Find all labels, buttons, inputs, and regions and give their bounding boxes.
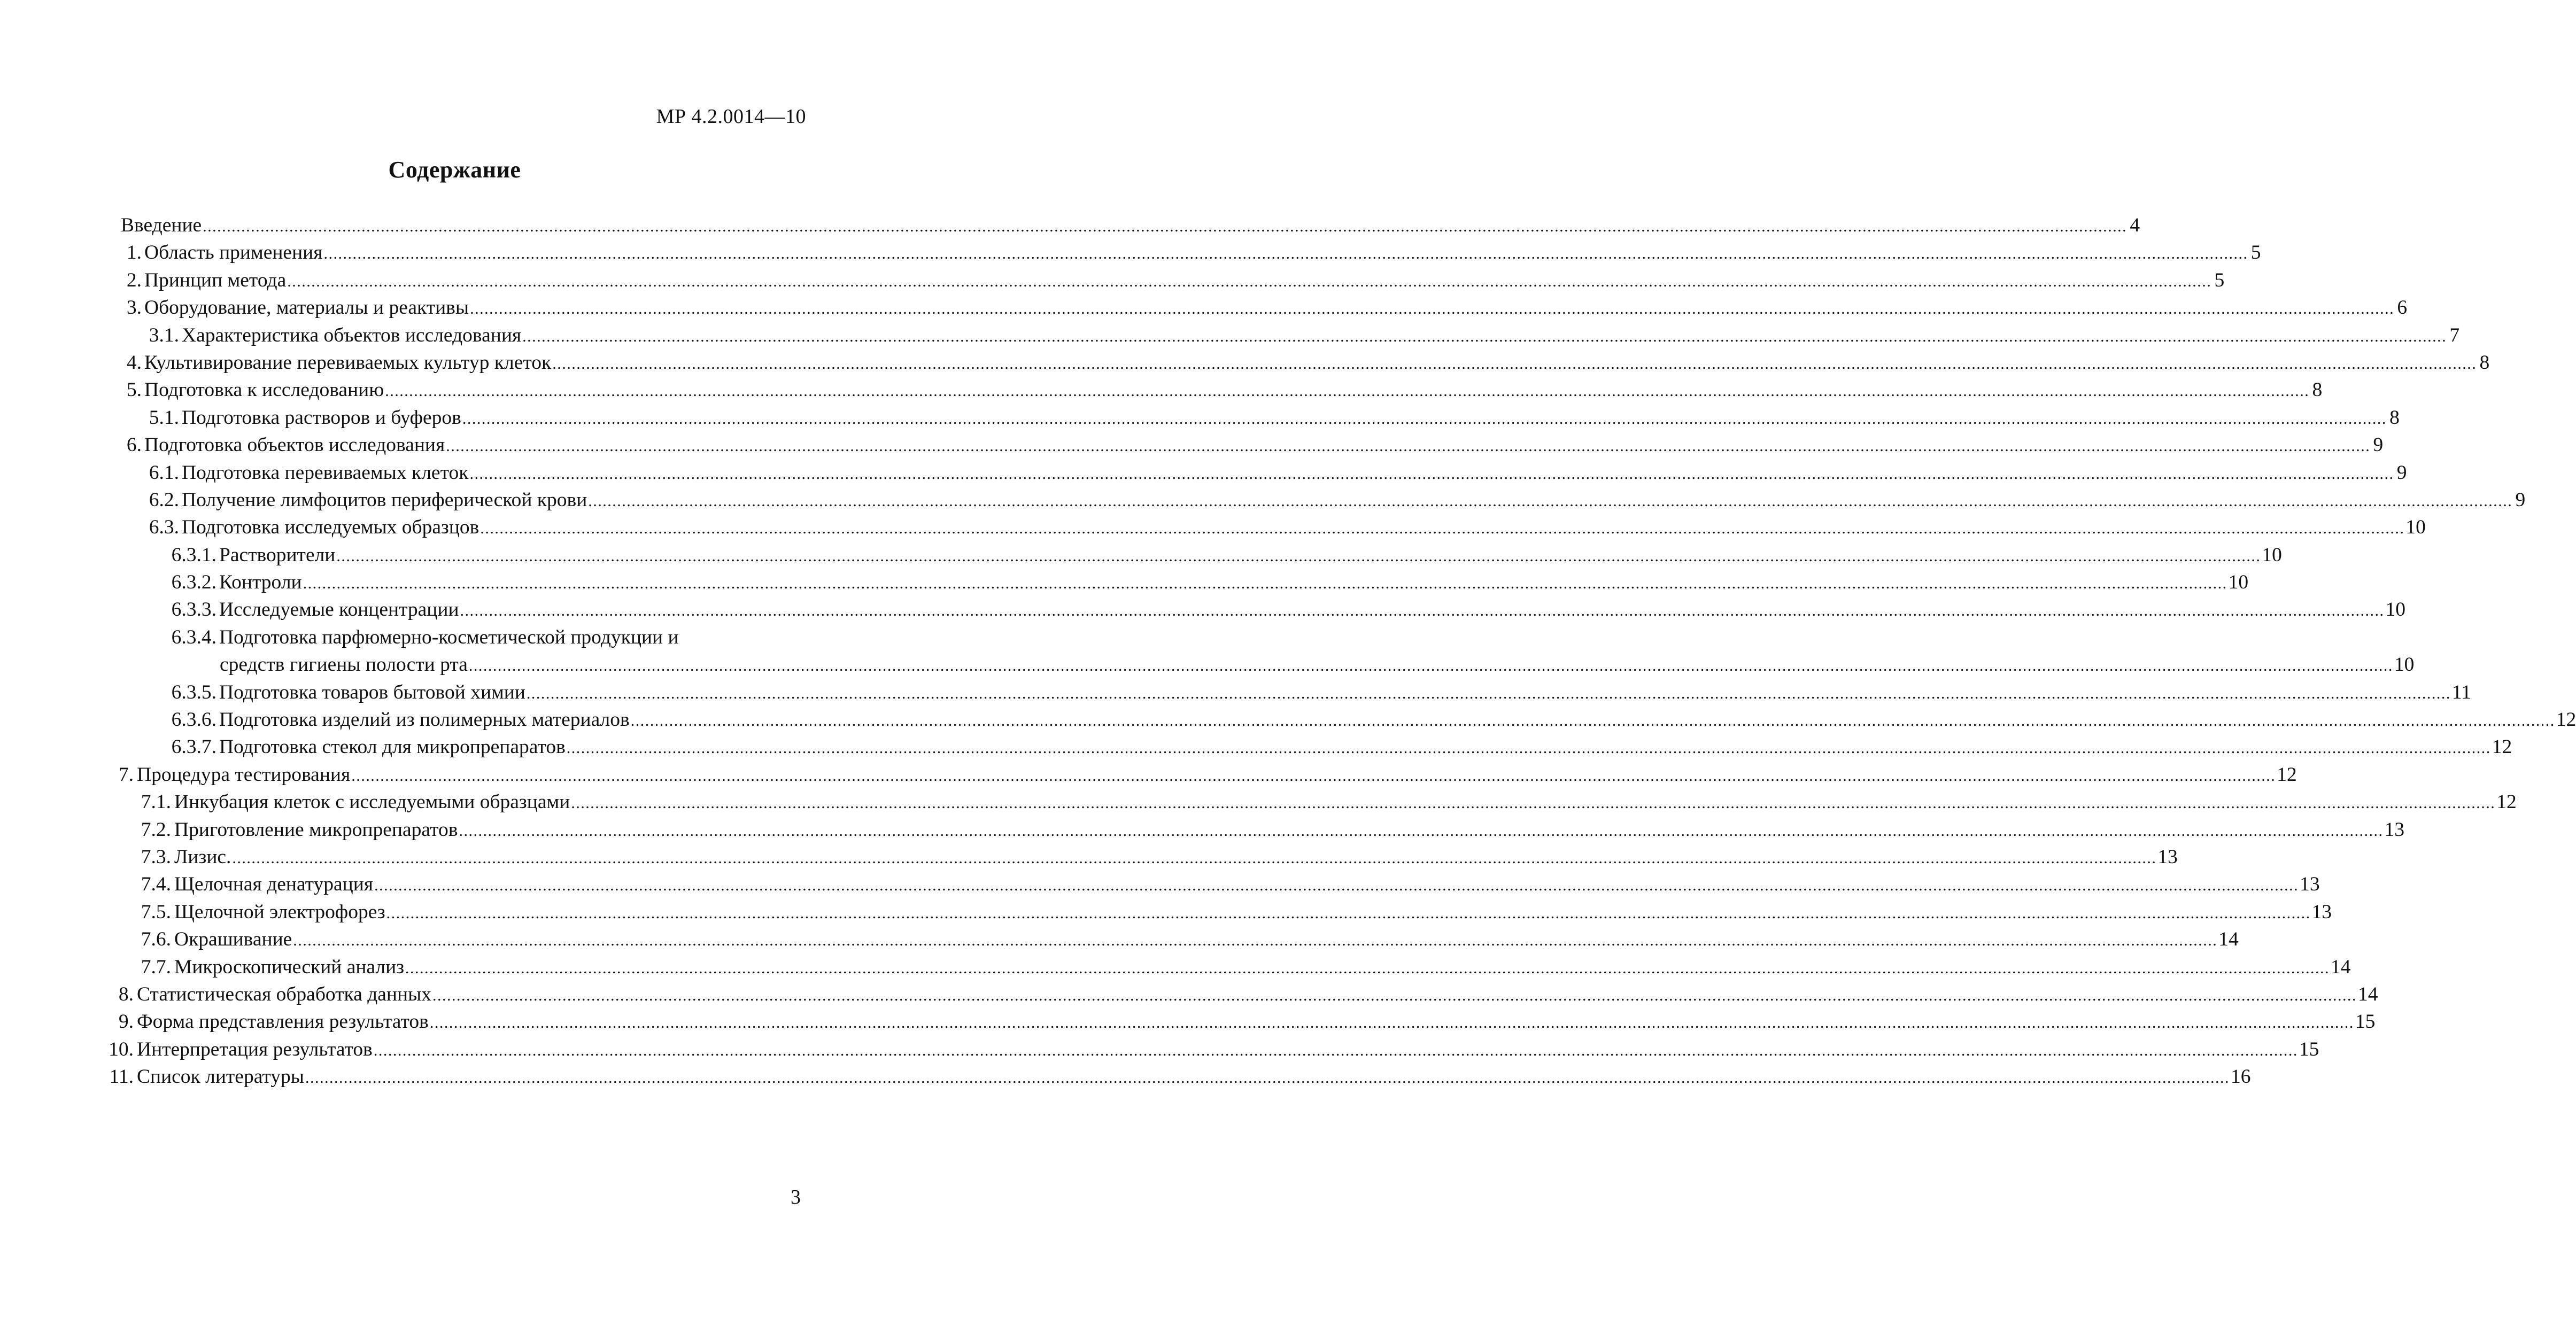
toc-leader-dots: ................................................................................................................................................................................................................................................................................................................................................................................................................: [462, 409, 2387, 428]
toc-entry[interactable]: [0, 733, 2512, 761]
toc-entry-number: 10.: [109, 1038, 134, 1060]
toc-entry-number: 6.3.5.: [171, 681, 216, 703]
toc-entry-text: Растворители: [219, 544, 336, 566]
toc-leader-dots: ................................................................................................................................................................................................................................................................................................................................................................................................................: [446, 437, 2371, 455]
toc-entry[interactable]: [0, 239, 2261, 266]
toc-entry-text: Подготовка стекол для микропрепаратов: [219, 736, 566, 758]
toc-entry-number: 2.: [126, 269, 142, 291]
toc-entry-text: Оборудование, материалы и реактивы: [144, 297, 469, 319]
toc-entry-page: 12: [2492, 736, 2512, 758]
toc-entry[interactable]: [0, 953, 2351, 981]
toc-entry-page: 10: [2405, 516, 2426, 539]
toc-leader-dots: ................................................................................................................................................................................................................................................................................................................................................................................................................: [386, 904, 2311, 922]
toc-entry[interactable]: [0, 349, 2490, 376]
toc-entry[interactable]: [0, 294, 2408, 321]
toc-entry-number: 7.2.: [141, 818, 171, 841]
toc-entry-page: 10: [2262, 544, 2282, 566]
toc-entry-page: 12: [2277, 763, 2297, 786]
toc-entry-number: 6.1.: [149, 461, 179, 484]
toc-entry[interactable]: [0, 706, 2576, 733]
toc-entry-page: 10: [2394, 654, 2415, 676]
toc-entry[interactable]: [0, 212, 2140, 239]
toc-entry-text: Приготовление микропрепаратов: [174, 818, 458, 841]
toc-entry-number: 5.1.: [149, 406, 179, 429]
toc-entry[interactable]: [0, 459, 2407, 486]
toc-entry-number: 11.: [109, 1066, 134, 1088]
toc-entry-page: 11: [2451, 681, 2471, 703]
toc-leader-dots: ................................................................................................................................................................................................................................................................................................................................................................................................................: [526, 684, 2451, 702]
toc-entry-number: 6.3.6.: [171, 709, 216, 731]
toc-leader-dots: ................................................................................................................................................................................................................................................................................................................................................................................................................: [305, 1069, 2230, 1087]
toc-entry-page: 8: [2389, 406, 2400, 429]
table-of-contents: [0, 212, 2576, 1091]
toc-entry[interactable]: [0, 376, 2323, 404]
toc-entry-number: 7.5.: [141, 901, 171, 923]
toc-entry[interactable]: [0, 1063, 2251, 1090]
page-number: 3: [791, 1186, 801, 1208]
toc-entry[interactable]: [0, 981, 2378, 1008]
toc-entry-page: 16: [2230, 1066, 2251, 1088]
toc-entry-number: 6.3.1.: [171, 544, 216, 566]
toc-entry-page: 5: [2214, 269, 2225, 291]
toc-entry[interactable]: [0, 322, 2460, 349]
toc-entry-text: Интерпретация результатов: [137, 1038, 373, 1060]
toc-leader-dots: ................................................................................................................................................................................................................................................................................................................................................................................................................: [203, 218, 2128, 235]
toc-leader-dots: ................................................................................................................................................................................................................................................................................................................................................................................................................: [566, 739, 2491, 757]
toc-entry-page: 13: [2311, 901, 2332, 923]
toc-entry-text-continued: средств гигиены полости рта: [220, 654, 468, 676]
toc-entry-number: 4.: [126, 351, 142, 374]
toc-entry-text: Окрашивание: [174, 928, 292, 951]
toc-entry[interactable]: [0, 1036, 2319, 1063]
toc-entry-page: 9: [2373, 434, 2384, 456]
toc-entry[interactable]: [0, 761, 2297, 788]
toc-entry-number: 6.3.4.: [171, 626, 216, 648]
toc-leader-dots: ................................................................................................................................................................................................................................................................................................................................................................................................................: [323, 245, 2248, 263]
toc-entry[interactable]: [0, 788, 2517, 816]
toc-entry-text: Подготовка исследуемых образцов: [182, 516, 479, 539]
toc-entry-page: 8: [2479, 351, 2490, 374]
toc-leader-dots: ................................................................................................................................................................................................................................................................................................................................................................................................................: [460, 602, 2385, 620]
toc-entry[interactable]: [0, 596, 2406, 623]
toc-entry[interactable]: [0, 1008, 2376, 1035]
toc-entry-text: Получение лимфоцитов периферической крови: [182, 488, 587, 511]
toc-entry[interactable]: [0, 431, 2384, 459]
toc-leader-dots: ................................................................................................................................................................................................................................................................................................................................................................................................................: [336, 547, 2261, 565]
toc-entry[interactable]: [0, 514, 2426, 541]
toc-entry-number: 3.1.: [149, 324, 179, 346]
toc-entry-text: Подготовка объектов исследования: [144, 434, 445, 456]
toc-entry-page: 7: [2449, 324, 2460, 346]
toc-leader-dots: ................................................................................................................................................................................................................................................................................................................................................................................................................: [552, 354, 2477, 373]
toc-leader-dots: ................................................................................................................................................................................................................................................................................................................................................................................................................: [571, 794, 2496, 812]
toc-leader-dots: ................................................................................................................................................................................................................................................................................................................................................................................................................: [405, 959, 2330, 977]
toc-entry-page: 9: [2396, 461, 2407, 484]
toc-entry-text: Введение: [121, 214, 202, 236]
toc-entry-text: Форма представления результатов: [137, 1011, 429, 1033]
toc-entry[interactable]: [0, 486, 2526, 514]
page-title: Содержание: [388, 157, 521, 183]
toc-entry-number: 6.: [126, 434, 142, 456]
toc-entry[interactable]: [0, 816, 2404, 843]
toc-entry-page: 14: [2218, 928, 2239, 951]
toc-entry-text: Лизис.: [174, 846, 231, 868]
toc-entry-text: Подготовка парфюмерно-косметической продукции и: [219, 626, 679, 648]
toc-entry-page: 10: [2385, 599, 2406, 621]
toc-entry-text: Подготовка товаров бытовой химии: [219, 681, 525, 703]
toc-entry[interactable]: [0, 404, 2400, 431]
document-code: МР 4.2.0014—10: [656, 105, 806, 128]
toc-entry-page: 15: [2299, 1038, 2319, 1060]
toc-leader-dots: ................................................................................................................................................................................................................................................................................................................................................................................................................: [470, 300, 2395, 318]
toc-entry-page: 12: [2496, 791, 2517, 813]
toc-leader-dots: ................................................................................................................................................................................................................................................................................................................................................................................................................: [459, 821, 2384, 840]
toc-entry-number: 5.: [126, 379, 142, 401]
toc-leader-dots: ................................................................................................................................................................................................................................................................................................................................................................................................................: [468, 657, 2393, 675]
toc-entry-page: 6: [2397, 297, 2408, 319]
toc-entry-page: 8: [2312, 379, 2323, 401]
toc-leader-dots: ................................................................................................................................................................................................................................................................................................................................................................................................................: [480, 519, 2405, 538]
toc-entry-number: 7.4.: [141, 873, 171, 896]
toc-leader-dots: ................................................................................................................................................................................................................................................................................................................................................................................................................: [351, 766, 2276, 785]
toc-entry-page: 5: [2250, 242, 2261, 264]
toc-entry-text: Щелочной электрофорез: [174, 901, 385, 923]
toc-entry-text: Статистическая обработка данных: [137, 983, 432, 1005]
toc-entry[interactable]: [0, 624, 2415, 679]
toc-entry-text: Щелочная денатурация: [174, 873, 374, 896]
toc-entry-page: 15: [2355, 1011, 2376, 1033]
toc-entry[interactable]: [0, 843, 2178, 871]
toc-leader-dots: ................................................................................................................................................................................................................................................................................................................................................................................................................: [293, 932, 2218, 950]
toc-entry-number: 7.3.: [141, 846, 171, 868]
toc-entry-number: 7.7.: [141, 956, 171, 978]
toc-entry-page: 13: [2157, 846, 2178, 868]
toc-entry[interactable]: [0, 541, 2282, 569]
toc-entry-page: 10: [2228, 571, 2249, 594]
toc-entry[interactable]: [0, 898, 2332, 926]
toc-entry-page: 13: [2384, 818, 2404, 841]
toc-leader-dots: ................................................................................................................................................................................................................................................................................................................................................................................................................: [232, 849, 2157, 867]
toc-entry-text: Подготовка к исследованию: [144, 379, 384, 401]
toc-leader-dots: ................................................................................................................................................................................................................................................................................................................................................................................................................: [373, 1041, 2298, 1059]
toc-entry-page: 4: [2130, 214, 2140, 236]
toc-entry-page: 14: [2331, 956, 2351, 978]
toc-entry-text: Подготовка растворов и буферов: [182, 406, 461, 429]
toc-entry-text: Процедура тестирования: [137, 763, 351, 786]
toc-entry-text: Микроскопический анализ: [174, 956, 405, 978]
toc-entry-page: 12: [2556, 709, 2576, 731]
toc-entry-number: 7.1.: [141, 791, 171, 813]
toc-leader-dots: ................................................................................................................................................................................................................................................................................................................................................................................................................: [630, 712, 2555, 730]
toc-entry-number: 6.3.3.: [171, 599, 216, 621]
toc-entry-page: 9: [2515, 488, 2526, 511]
toc-entry-text: Исследуемые концентрации: [219, 599, 459, 621]
toc-entry[interactable]: [0, 871, 2320, 898]
toc-entry[interactable]: [0, 569, 2249, 596]
toc-entry-text: Список литературы: [137, 1066, 304, 1088]
toc-entry-text: Инкубация клеток с исследуемыми образцами: [174, 791, 570, 813]
toc-entry-number: 7.6.: [141, 928, 171, 951]
toc-entry-number: 6.2.: [149, 488, 179, 511]
toc-entry-number: 6.3.7.: [171, 736, 216, 758]
toc-entry[interactable]: [0, 926, 2239, 953]
toc-leader-dots: ................................................................................................................................................................................................................................................................................................................................................................................................................: [303, 575, 2227, 593]
toc-entry-number: 6.3.: [149, 516, 179, 539]
toc-entry[interactable]: [0, 679, 2471, 706]
toc-entry-number: 9.: [118, 1011, 134, 1033]
toc-entry-text: Культивирование перевиваемых культур клеток: [144, 351, 552, 374]
toc-entry-page: 14: [2358, 983, 2378, 1005]
toc-entry-page: 13: [2300, 873, 2320, 896]
toc-entry-number: 8.: [118, 983, 134, 1005]
toc-leader-dots: ................................................................................................................................................................................................................................................................................................................................................................................................................: [588, 492, 2513, 510]
toc-entry-number: 3.: [126, 297, 142, 319]
toc-leader-dots: ................................................................................................................................................................................................................................................................................................................................................................................................................: [287, 272, 2212, 290]
toc-leader-dots: ................................................................................................................................................................................................................................................................................................................................................................................................................: [385, 382, 2310, 400]
toc-entry-text: Характеристика объектов исследования: [182, 324, 522, 346]
toc-leader-dots: ................................................................................................................................................................................................................................................................................................................................................................................................................: [374, 877, 2299, 895]
toc-entry[interactable]: [0, 267, 2225, 294]
toc-leader-dots: ................................................................................................................................................................................................................................................................................................................................................................................................................: [429, 1014, 2354, 1032]
toc-entry-number: 7.: [118, 763, 134, 786]
toc-entry-number: 1.: [126, 242, 142, 264]
toc-entry-text: Принцип метода: [144, 269, 287, 291]
toc-entry-text: Контроли: [219, 571, 302, 594]
toc-entry-text: Область применения: [144, 242, 323, 264]
toc-leader-dots: ................................................................................................................................................................................................................................................................................................................................................................................................................: [522, 327, 2447, 345]
toc-entry-text: Подготовка изделий из полимерных материалов: [219, 709, 630, 731]
toc-entry-text: Подготовка перевиваемых клеток: [182, 461, 469, 484]
toc-leader-dots: ................................................................................................................................................................................................................................................................................................................................................................................................................: [432, 986, 2357, 1004]
toc-entry-number: 6.3.2.: [171, 571, 216, 594]
toc-leader-dots: ................................................................................................................................................................................................................................................................................................................................................................................................................: [469, 464, 2394, 483]
